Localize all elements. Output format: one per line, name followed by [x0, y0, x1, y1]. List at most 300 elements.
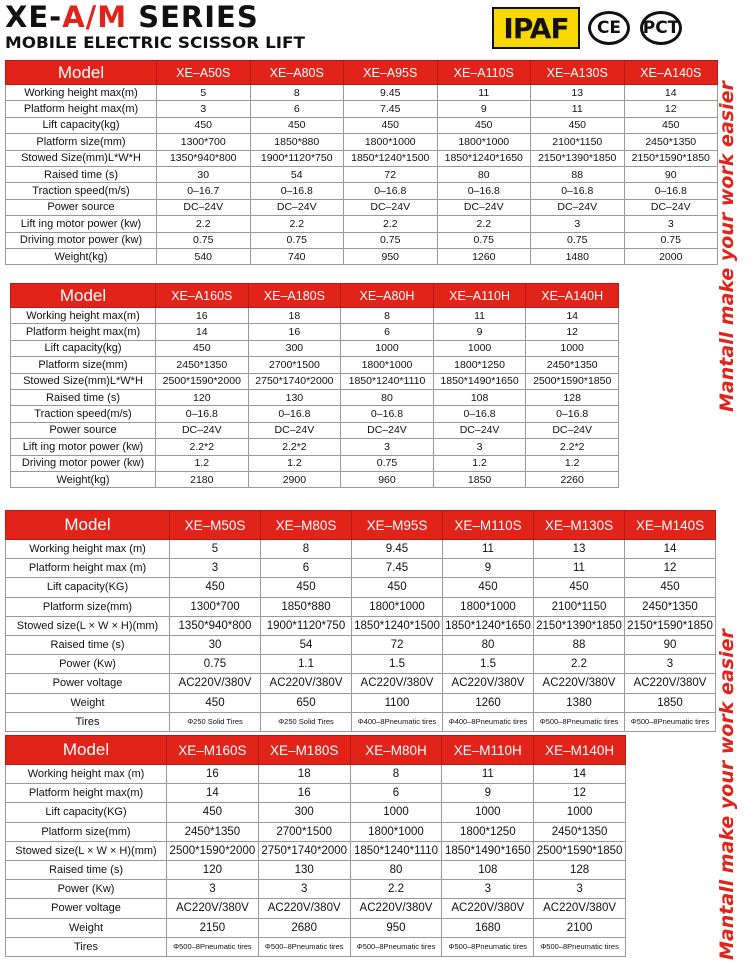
spec-value: 1800*1000 [350, 822, 442, 841]
spec-value: 2450*1350 [625, 597, 716, 616]
spec-row [6, 232, 718, 248]
spec-row [11, 308, 619, 324]
spec-value: 16 [156, 308, 249, 324]
series-title [5, 0, 259, 34]
spec-value: 11 [433, 308, 526, 324]
spec-value: 90 [624, 166, 718, 182]
spec-value: 0–16.8 [624, 183, 718, 199]
spec-value: 450 [170, 693, 261, 712]
spec-row [6, 85, 718, 101]
spec-value: 1850*1240*1650 [437, 150, 531, 166]
spec-label: Tires [6, 937, 167, 956]
model-name: XE–M140H [534, 736, 626, 765]
spec-value: DC–24V [341, 422, 434, 438]
spec-value: 950 [344, 248, 438, 264]
spec-value: AC220V/380V [442, 899, 534, 918]
spec-value: 0–16.8 [437, 183, 531, 199]
spec-value: 1100 [352, 693, 443, 712]
spec-value: 16 [167, 765, 259, 784]
spec-value: DC–24V [344, 199, 438, 215]
spec-value: 1850*1240*1650 [443, 616, 534, 635]
spec-label: Driving motor power (kw) [11, 455, 156, 471]
spec-value: DC–24V [526, 422, 619, 438]
spec-value: 1300*700 [170, 597, 261, 616]
spec-value: AC220V/380V [261, 674, 352, 693]
spec-label: Lift ing motor power (kw) [6, 216, 157, 232]
model-name: XE–A180S [248, 284, 341, 308]
spec-value: 14 [526, 308, 619, 324]
spec-value: 300 [248, 340, 341, 356]
spec-value: 1680 [442, 918, 534, 937]
slogan-lower: Mantall make your work easier [716, 629, 738, 960]
spec-value: 130 [248, 389, 341, 405]
spec-value: 1380 [534, 693, 625, 712]
spec-value: 1.1 [261, 655, 352, 674]
spec-value: Φ400–8Pneumatic tires [352, 712, 443, 731]
spec-value: 3 [534, 880, 626, 899]
pct-logo: PCT [640, 11, 682, 45]
model-name: XE–M110S [443, 511, 534, 540]
spec-value: AC220V/380V [170, 674, 261, 693]
spec-label: Raised time (s) [6, 635, 170, 654]
spec-value: AC220V/380V [258, 899, 350, 918]
spec-value: 12 [624, 101, 718, 117]
spec-value: 2.2 [350, 880, 442, 899]
spec-row [6, 578, 716, 597]
series-accent: A/M [62, 0, 128, 34]
spec-value: 0.75 [344, 232, 438, 248]
spec-value: 7.45 [352, 559, 443, 578]
spec-label: Power (Kw) [6, 655, 170, 674]
spec-value: Φ500–8Pneumatic tires [442, 937, 534, 956]
model-name: XE–M180S [258, 736, 350, 765]
spec-value: 1260 [443, 693, 534, 712]
spec-value: 450 [250, 117, 344, 133]
spec-value: 14 [156, 324, 249, 340]
spec-row [6, 860, 626, 879]
spec-value: 8 [341, 308, 434, 324]
spec-value: 1850 [625, 693, 716, 712]
spec-value: 1.2 [526, 455, 619, 471]
spec-row [6, 101, 718, 117]
spec-row [6, 540, 716, 559]
spec-row [6, 635, 716, 654]
spec-value: 0–16.8 [526, 406, 619, 422]
spec-label: Raised time (s) [11, 389, 156, 405]
spec-value: 120 [167, 860, 259, 879]
spec-value: 1000 [341, 340, 434, 356]
spec-label: Tires [6, 712, 170, 731]
spec-label: Weight [6, 693, 170, 712]
spec-value: 1000 [350, 803, 442, 822]
spec-label: Platform height max (m) [6, 559, 170, 578]
model-header: Model [11, 284, 156, 308]
spec-value: 650 [261, 693, 352, 712]
spec-value: Φ500–8Pneumatic tires [167, 937, 259, 956]
spec-row [6, 616, 716, 635]
model-header: Model [6, 511, 170, 540]
spec-row [11, 406, 619, 422]
ce-logo: CE [588, 11, 630, 45]
spec-label: Lift capacity(KG) [6, 578, 170, 597]
spec-value: 1000 [534, 803, 626, 822]
spec-label: Weight [6, 918, 167, 937]
slogan-upper: Mantall make your work easier [716, 81, 738, 412]
spec-row [6, 880, 626, 899]
spec-value: 11 [442, 765, 534, 784]
spec-value: 450 [261, 578, 352, 597]
spec-row [6, 822, 626, 841]
spec-value: 0.75 [531, 232, 625, 248]
spec-value: 1850*1490*1650 [442, 841, 534, 860]
spec-value: 0–16.8 [344, 183, 438, 199]
spec-label: Weight(kg) [6, 248, 157, 264]
spec-label: Power voltage [6, 899, 167, 918]
spec-value: 7.45 [344, 101, 438, 117]
spec-row [6, 559, 716, 578]
spec-label: Power voltage [6, 674, 170, 693]
spec-row [6, 899, 626, 918]
spec-value: 1.2 [248, 455, 341, 471]
spec-value: 2.2*2 [248, 439, 341, 455]
spec-row [6, 597, 716, 616]
model-name: XE–A140H [526, 284, 619, 308]
spec-value: 1000 [433, 340, 526, 356]
spec-value: 1850*1490*1650 [433, 373, 526, 389]
spec-value: 2500*1590*2000 [167, 841, 259, 860]
spec-value: 9 [437, 101, 531, 117]
spec-value: 1850*1240*1110 [350, 841, 442, 860]
spec-value: 2450*1350 [534, 822, 626, 841]
spec-value: Φ400–8Pneumatic tires [443, 712, 534, 731]
spec-label: Power source [11, 422, 156, 438]
spec-table-xe-m-1 [5, 510, 716, 732]
spec-value: 2680 [258, 918, 350, 937]
spec-value: 1850*1240*1110 [341, 373, 434, 389]
spec-row [11, 471, 619, 487]
spec-value: 2750*1740*2000 [258, 841, 350, 860]
spec-value: 128 [526, 389, 619, 405]
spec-value: 450 [624, 117, 718, 133]
spec-value: 8 [350, 765, 442, 784]
spec-label: Weight(kg) [11, 471, 156, 487]
spec-value: 3 [341, 439, 434, 455]
spec-value: 14 [534, 765, 626, 784]
spec-row [6, 784, 626, 803]
spec-label: Lift capacity(KG) [6, 803, 167, 822]
spec-value: 80 [350, 860, 442, 879]
spec-value: 3 [625, 655, 716, 674]
spec-value: 9.45 [344, 85, 438, 101]
spec-value: 108 [442, 860, 534, 879]
spec-value: Φ500–8Pneumatic tires [350, 937, 442, 956]
spec-value: 2750*1740*2000 [248, 373, 341, 389]
spec-value: 1260 [437, 248, 531, 264]
spec-value: 3 [442, 880, 534, 899]
spec-value: 1850 [433, 471, 526, 487]
spec-row [6, 199, 718, 215]
spec-label: Working height max(m) [6, 85, 157, 101]
spec-label: Traction speed(m/s) [6, 183, 157, 199]
spec-row [11, 373, 619, 389]
series-suffix: SERIES [127, 0, 259, 34]
spec-value: 0–16.8 [433, 406, 526, 422]
spec-value: AC220V/380V [443, 674, 534, 693]
spec-value: 2450*1350 [526, 357, 619, 373]
spec-value: 13 [534, 540, 625, 559]
spec-row [11, 439, 619, 455]
spec-value: 3 [258, 880, 350, 899]
spec-value: 88 [531, 166, 625, 182]
spec-value: 12 [526, 324, 619, 340]
spec-label: Platform height max(m) [11, 324, 156, 340]
spec-value: 14 [167, 784, 259, 803]
spec-label: Stowed Size(mm)L*W*H [11, 373, 156, 389]
spec-value: 3 [167, 880, 259, 899]
spec-value: 11 [531, 101, 625, 117]
spec-label: Driving motor power (kw) [6, 232, 157, 248]
spec-value: AC220V/380V [352, 674, 443, 693]
spec-value: 540 [157, 248, 251, 264]
spec-value: 11 [443, 540, 534, 559]
spec-value: 2100*1150 [534, 597, 625, 616]
spec-value: 1800*1000 [437, 134, 531, 150]
spec-value: 128 [534, 860, 626, 879]
spec-value: 2.2*2 [156, 439, 249, 455]
spec-value: 1.5 [352, 655, 443, 674]
spec-value: 2500*1590*1850 [526, 373, 619, 389]
spec-value: 8 [250, 85, 344, 101]
spec-value: 0–16.8 [250, 183, 344, 199]
spec-value: 3 [170, 559, 261, 578]
model-name: XE–A130S [531, 61, 625, 85]
spec-value: 1.2 [156, 455, 249, 471]
spec-value: 0.75 [624, 232, 718, 248]
spec-value: AC220V/380V [350, 899, 442, 918]
spec-value: 0–16.8 [248, 406, 341, 422]
spec-value: DC–24V [248, 422, 341, 438]
spec-value: 1800*1000 [341, 357, 434, 373]
spec-value: 14 [624, 85, 718, 101]
spec-value: 0.75 [341, 455, 434, 471]
spec-value: 2150*1390*1850 [531, 150, 625, 166]
spec-value: 80 [443, 635, 534, 654]
spec-label: Lift capacity(kg) [11, 340, 156, 356]
spec-value: 1800*1250 [442, 822, 534, 841]
spec-table-xe-a-2 [10, 283, 619, 488]
spec-value: Φ500–8Pneumatic tires [258, 937, 350, 956]
spec-value: 88 [534, 635, 625, 654]
model-name: XE–M160S [167, 736, 259, 765]
spec-row [11, 357, 619, 373]
model-name: XE–A110S [437, 61, 531, 85]
spec-value: 450 [170, 578, 261, 597]
spec-row [6, 674, 716, 693]
spec-value: 16 [258, 784, 350, 803]
spec-value: 5 [170, 540, 261, 559]
spec-value: 120 [156, 389, 249, 405]
model-name: XE–A50S [157, 61, 251, 85]
spec-value: 30 [170, 635, 261, 654]
spec-value: 14 [625, 540, 716, 559]
spec-value: 2.2 [250, 216, 344, 232]
spec-label: Platform size(mm) [6, 822, 167, 841]
spec-value: 18 [248, 308, 341, 324]
model-header: Model [6, 61, 157, 85]
spec-value: 11 [534, 559, 625, 578]
spec-value: 9 [442, 784, 534, 803]
spec-value: 1850*880 [261, 597, 352, 616]
spec-value: 450 [437, 117, 531, 133]
spec-value: DC–24V [437, 199, 531, 215]
spec-value: DC–24V [157, 199, 251, 215]
model-name: XE–A110H [433, 284, 526, 308]
spec-row [6, 216, 718, 232]
spec-row [6, 248, 718, 264]
spec-label: Power source [6, 199, 157, 215]
spec-value: 1480 [531, 248, 625, 264]
model-name: XE–M140S [625, 511, 716, 540]
spec-row [6, 841, 626, 860]
spec-row [6, 183, 718, 199]
spec-value: 2.2 [344, 216, 438, 232]
spec-value: 2900 [248, 471, 341, 487]
spec-row [6, 134, 718, 150]
spec-value: 9 [443, 559, 534, 578]
spec-value: 2.2 [534, 655, 625, 674]
series-subtitle: MOBILE ELECTRIC SCISSOR LIFT [5, 33, 305, 52]
spec-row [11, 324, 619, 340]
spec-value: 1350*940*800 [157, 150, 251, 166]
spec-label: Platform size(mm) [6, 597, 170, 616]
spec-value: DC–24V [433, 422, 526, 438]
spec-value: 2700*1500 [248, 357, 341, 373]
spec-label: Stowed size(L × W × H)(mm) [6, 616, 170, 635]
spec-value: 0.75 [157, 232, 251, 248]
spec-label: Working height max (m) [6, 765, 167, 784]
spec-table-xe-m-2 [5, 735, 626, 957]
spec-value: 9.45 [352, 540, 443, 559]
spec-value: 960 [341, 471, 434, 487]
spec-value: 108 [433, 389, 526, 405]
spec-value: 450 [443, 578, 534, 597]
spec-value: Φ250 Solid Tires [261, 712, 352, 731]
model-name: XE–A80S [250, 61, 344, 85]
spec-value: 2100 [534, 918, 626, 937]
spec-value: 2150*1590*1850 [625, 616, 716, 635]
spec-value: 1000 [442, 803, 534, 822]
spec-value: Φ500–8Pneumatic tires [625, 712, 716, 731]
spec-row [6, 655, 716, 674]
spec-value: 450 [157, 117, 251, 133]
spec-label: Platform size(mm) [6, 134, 157, 150]
spec-value: 1800*1250 [433, 357, 526, 373]
spec-row [6, 693, 716, 712]
spec-label: Working height max(m) [11, 308, 156, 324]
spec-row [11, 422, 619, 438]
spec-row [6, 166, 718, 182]
spec-value: DC–24V [250, 199, 344, 215]
spec-value: 2450*1350 [167, 822, 259, 841]
spec-value: 6 [261, 559, 352, 578]
spec-value: 1850*1240*1500 [344, 150, 438, 166]
spec-value: 450 [534, 578, 625, 597]
spec-value: 3 [624, 216, 718, 232]
spec-value: 80 [341, 389, 434, 405]
spec-value: DC–24V [624, 199, 718, 215]
spec-value: 1350*940*800 [170, 616, 261, 635]
model-name: XE–M110H [442, 736, 534, 765]
spec-value: 0–16.7 [157, 183, 251, 199]
spec-value: 0.75 [437, 232, 531, 248]
spec-value: 72 [344, 166, 438, 182]
spec-value: 450 [156, 340, 249, 356]
spec-value: 2000 [624, 248, 718, 264]
spec-value: 0–16.8 [156, 406, 249, 422]
spec-value: 1850*1240*1500 [352, 616, 443, 635]
spec-value: 54 [250, 166, 344, 182]
spec-value: 5 [157, 85, 251, 101]
spec-row [6, 918, 626, 937]
spec-value: 0–16.8 [341, 406, 434, 422]
spec-value: 1.2 [433, 455, 526, 471]
series-prefix: XE- [5, 0, 63, 34]
spec-value: 0–16.8 [531, 183, 625, 199]
spec-value: 72 [352, 635, 443, 654]
spec-table-xe-a-1 [5, 60, 718, 265]
spec-label: Raised time (s) [6, 166, 157, 182]
spec-value: 2150*1390*1850 [534, 616, 625, 635]
spec-value: 1800*1000 [443, 597, 534, 616]
spec-row [11, 389, 619, 405]
spec-value: 0.75 [250, 232, 344, 248]
model-name: XE–M80S [261, 511, 352, 540]
model-name: XE–M95S [352, 511, 443, 540]
spec-value: 1800*1000 [344, 134, 438, 150]
spec-row [6, 803, 626, 822]
spec-value: 1300*700 [157, 134, 251, 150]
spec-value: AC220V/380V [625, 674, 716, 693]
spec-value: 6 [250, 101, 344, 117]
spec-value: 2700*1500 [258, 822, 350, 841]
spec-value: 80 [437, 166, 531, 182]
model-name: XE–M50S [170, 511, 261, 540]
model-header: Model [6, 736, 167, 765]
spec-label: Platform height max(m) [6, 784, 167, 803]
spec-value: 2.2 [437, 216, 531, 232]
spec-value: 740 [250, 248, 344, 264]
spec-value: 3 [531, 216, 625, 232]
spec-label: Traction speed(m/s) [11, 406, 156, 422]
spec-value: DC–24V [156, 422, 249, 438]
model-name: XE–A80H [341, 284, 434, 308]
spec-value: 12 [534, 784, 626, 803]
spec-value: 6 [341, 324, 434, 340]
spec-value: DC–24V [531, 199, 625, 215]
spec-label: Lift capacity(kg) [6, 117, 157, 133]
spec-label: Power (Kw) [6, 880, 167, 899]
spec-value: AC220V/380V [534, 899, 626, 918]
spec-row [6, 712, 716, 731]
spec-label: Working height max (m) [6, 540, 170, 559]
spec-value: 450 [531, 117, 625, 133]
spec-row [6, 765, 626, 784]
spec-row [6, 117, 718, 133]
spec-value: Φ500–8Pneumatic tires [534, 712, 625, 731]
spec-value: 0.75 [170, 655, 261, 674]
spec-value: 8 [261, 540, 352, 559]
spec-value: 2450*1350 [624, 134, 718, 150]
